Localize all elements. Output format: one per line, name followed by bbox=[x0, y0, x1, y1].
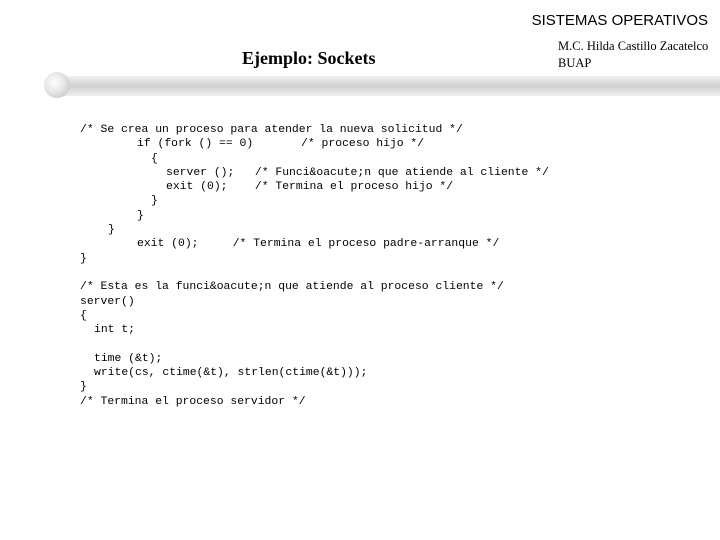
slide-title: Ejemplo: Sockets bbox=[242, 48, 376, 68]
code-line-text: /* Se crea un proceso para atender la nueva solicitud */ bbox=[80, 124, 463, 136]
code-line-text: } bbox=[108, 224, 115, 237]
code-line-text: server (); /* Funci&oacute;n que atiende al cliente */ bbox=[166, 166, 549, 179]
code-line-text: if (fork () == 0) /* proceso hijo */ bbox=[137, 138, 425, 151]
code-line-text: { bbox=[80, 309, 87, 322]
code-line-text: /* Termina el proceso servidor */ bbox=[80, 395, 306, 408]
code-line-text: time (&t); bbox=[94, 352, 163, 365]
code-line-text: exit (0); /* Termina el proceso hijo */ bbox=[166, 181, 454, 194]
author-name: M.C. Hilda Castillo Zacatelco bbox=[558, 39, 709, 53]
course-title: SISTEMAS OPERATIVOS bbox=[531, 12, 708, 29]
code-line-text: } bbox=[80, 252, 87, 265]
author-institution: BUAP bbox=[558, 56, 592, 70]
code-line-text: } bbox=[80, 381, 87, 394]
code-line-text: } bbox=[137, 209, 144, 222]
code-line-text: exit (0); /* Termina el proceso padre-arranque */ bbox=[137, 238, 500, 251]
author-block bbox=[558, 38, 708, 72]
code-line-text: /* Esta es la funci&oacute;n que atiende al proceso cliente */ bbox=[80, 281, 504, 294]
divider-bullet-icon bbox=[44, 72, 70, 98]
code-line-text: { bbox=[151, 152, 158, 165]
title-divider-bar bbox=[50, 76, 720, 96]
code-line-text: int t; bbox=[94, 324, 136, 337]
code-line-text: write(cs, ctime(&t), strlen(ctime(&t))); bbox=[94, 367, 368, 380]
code-line-text: } bbox=[151, 195, 158, 208]
code-line-text: server() bbox=[80, 295, 135, 308]
